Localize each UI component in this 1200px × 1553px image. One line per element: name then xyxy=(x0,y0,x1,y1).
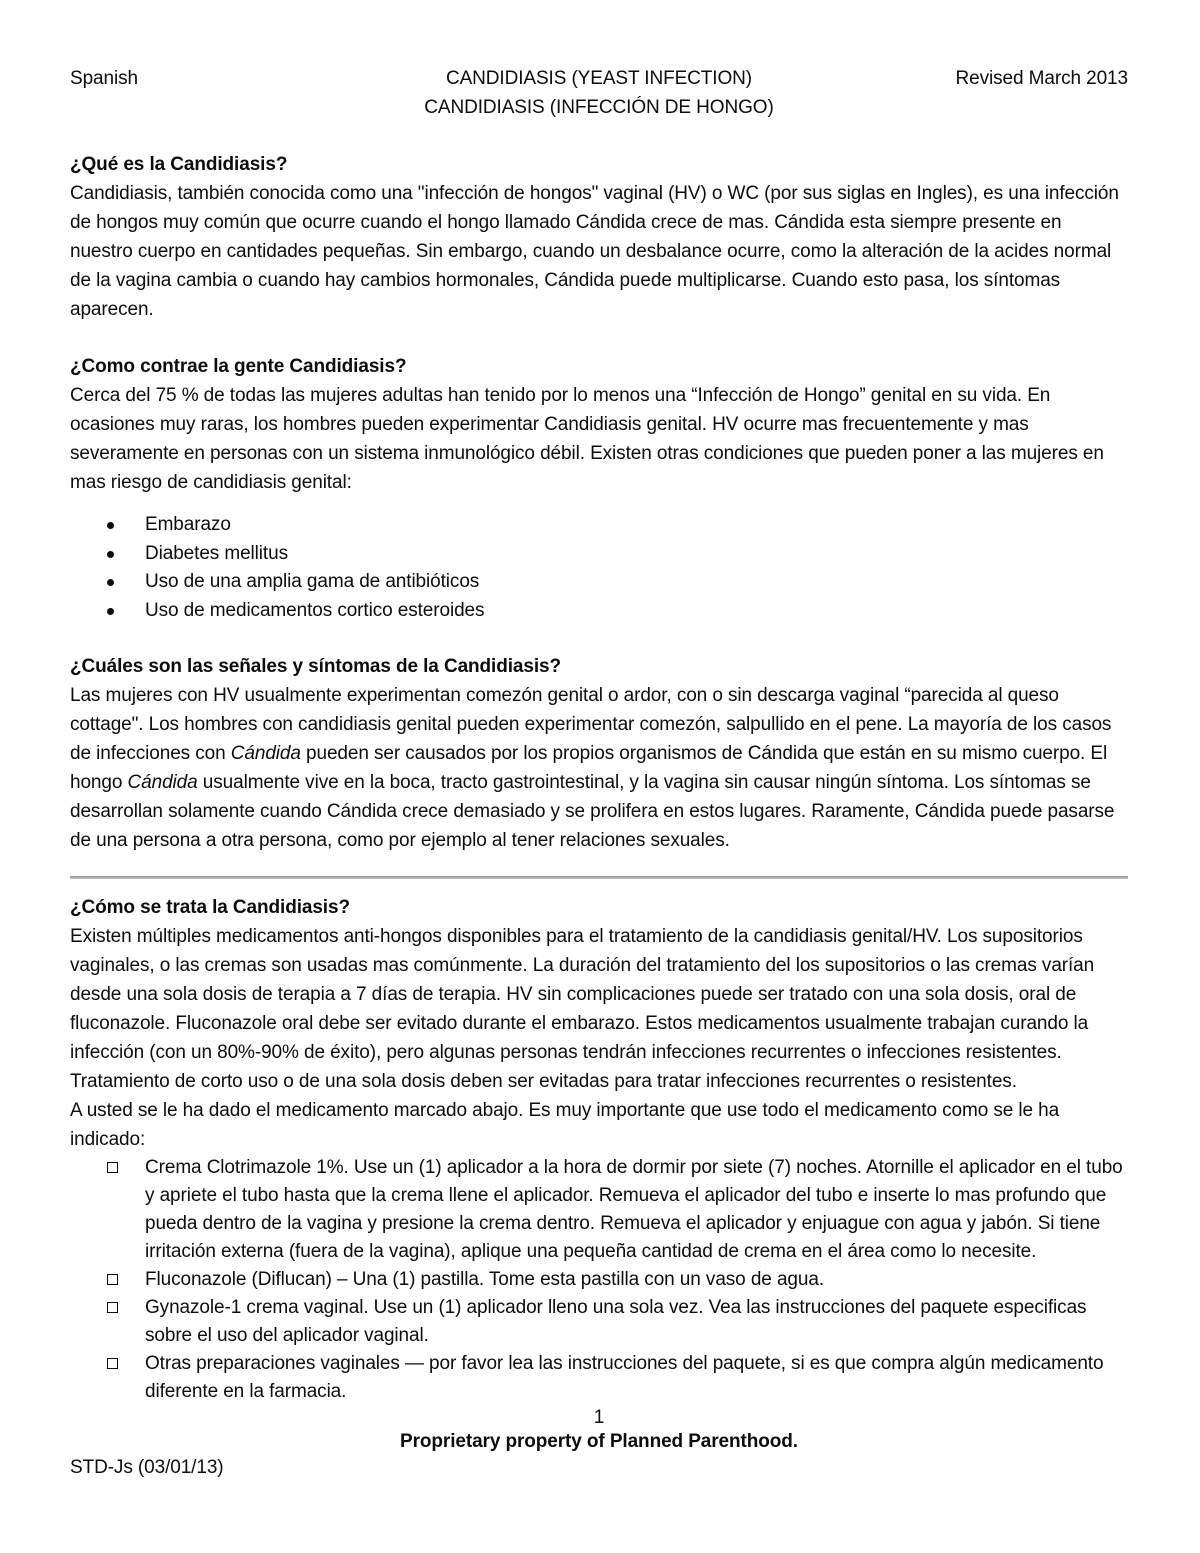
risk-factor-item xyxy=(70,568,1128,597)
document-header xyxy=(70,64,1128,93)
signs-symptoms-paragraph xyxy=(70,681,1128,855)
candida-italic-term: Cándida xyxy=(230,743,301,764)
medication-instruction-intro: A usted se le ha dado el medicamento marcado abajo. Es muy importante que use todo el medicamento como se le ha indicado: xyxy=(70,1100,1060,1150)
treatment-paragraph: Existen múltiples medicamentos anti-hongos disponibles para el tratamiento de la candidiasis genital/HV. Los supositorios vaginales, o las cremas son usadas mas comúnmente. La duración del tratamiento del los supositorios o las cremas varían desde una sola dosis de terapia a 7 días de terapia. HV sin complicaciones puede ser tratado con una sola dosis, oral de fluconazole. Fluconazole oral debe ser evitado durante el embarazo. Estos medicamentos usualmente trabajan curando la infección (con un 80%-90% de éxito), pero algunas personas tendrán infecciones recurrentes o infecciones resistentes. Tratamiento de corto uso o de una sola dosis deben ser evitadas para tratar infecciones recurrentes o resistentes. xyxy=(70,926,1095,1092)
what-is-paragraph: Candidiasis, también conocida como una "infección de hongos" vaginal (HV) o WC (por sus siglas en Ingles), es una infección de hongos muy común que ocurre cuando el hongo llamado Cándida crece de mas. Cándida esta siempre presente en nuestro cuerpo en cantidades pequeñas. Sin embargo, cuando un desbalance ocurre, como la alteración de la acides normal de la vagina cambia o cuando hay cambios hormonales, Cándida puede multiplicarse. Cuando esto pasa, los síntomas aparecen. xyxy=(70,183,1119,320)
section-heading-what-is: ¿Qué es la Candidiasis? xyxy=(70,154,288,175)
how-contracted-paragraph: Cerca del 75 % de todas las mujeres adultas han tenido por lo menos una “Infección de Hongo” genital en su vida. En ocasiones muy raras, los hombres pueden experimentar Candidiasis genital. HV ocurre mas frecuentemente y mas severamente en personas con un sistema inmunológico débil. Existen otras condiciones que pueden poner a las mujeres en mas riesgo de candidiasis genital: xyxy=(70,385,1104,493)
language-label: Spanish xyxy=(70,68,138,89)
checkbox-icon xyxy=(107,1274,118,1285)
risk-factor-list xyxy=(70,511,1128,625)
medication-item xyxy=(70,1154,1128,1266)
section-heading-signs-symptoms: ¿Cuáles son las señales y síntomas de la Candidiasis? xyxy=(70,656,562,677)
checkbox-icon xyxy=(107,1302,118,1313)
signs-text-segment: usualmente vive en la boca, tracto gastrointestinal, y la vagina sin causar ningún síntoma. Los síntomas se desarrollan solamente cuando Cándida crece demasiado y se prolifera en estos lugares. Raramente, Cándida puede pasarse de una persona a otra persona, como por ejemplo al tener relaciones sexuales. xyxy=(70,772,1115,851)
medication-item-label: Otras preparaciones vaginales — por favor lea las instrucciones del paquete, si es que compra algún medicamento diferente en la farmacia. xyxy=(145,1353,1104,1402)
checkbox-icon xyxy=(107,1358,118,1369)
medication-item-label: Crema Clotrimazole 1%. Use un (1) aplicador a la hora de dormir por siete (7) noches. Atornille el aplicador en el tubo y apriete el tubo hasta que la crema llene el aplicador. Remueva el aplicador del tubo e inserte lo mas profundo que pueda dentro de la vagina y presione la crema dentro. Remueva el aplicador y enjuague con agua y jabón. Si tiene irritación externa (fuera de la vagina), aplique una pequeña cantidad de crema en el área como lo necesite. xyxy=(145,1157,1123,1262)
risk-factor-item xyxy=(70,597,1128,626)
section-what-is xyxy=(70,150,1128,324)
risk-factor-item xyxy=(70,540,1128,569)
bullet-icon xyxy=(107,522,114,529)
medication-item-label: Fluconazole (Diflucan) – Una (1) pastilla. Tome esta pastilla con un vaso de agua. xyxy=(145,1269,824,1290)
risk-factor-item xyxy=(70,511,1128,540)
bullet-icon xyxy=(107,579,114,586)
signs-text-segment: Las mujeres con HV usualmente experimentan comezón genital o ardor, con o sin descarga vaginal “parecida al queso cottage". Los hombres con candidiasis genital pueden experimentar comezón, salpullido en el pene. La mayoría de los casos de infecciones con xyxy=(70,685,1112,764)
section-heading-how-contracted: ¿Como contrae la gente Candidiasis? xyxy=(70,356,407,377)
risk-factor-label: Uso de medicamentos cortico esteroides xyxy=(145,599,485,621)
checkbox-icon xyxy=(107,1162,118,1173)
risk-factor-label: Embarazo xyxy=(145,514,231,535)
doc-title-spanish: CANDIDIASIS (INFECCIÓN DE HONGO) xyxy=(424,97,774,118)
doc-title-english: CANDIDIASIS (YEAST INFECTION) xyxy=(445,68,753,89)
medication-list xyxy=(70,1154,1128,1406)
section-how-contracted xyxy=(70,352,1128,625)
section-signs-symptoms xyxy=(70,652,1128,855)
document-code: STD-Js (03/01/13) xyxy=(70,1457,224,1478)
page-number: 1 xyxy=(593,1407,605,1428)
section-divider xyxy=(70,876,1128,879)
risk-factor-label: Diabetes mellitus xyxy=(145,542,288,564)
medication-item xyxy=(70,1266,1128,1294)
medication-item xyxy=(70,1350,1128,1406)
signs-text-segment: pueden ser causados por los propios organismos de Cándida que están en su mismo cuerpo. El hongo xyxy=(70,743,1108,793)
bullet-icon xyxy=(107,608,114,615)
medication-item xyxy=(70,1294,1128,1350)
section-heading-treatment: ¿Cómo se trata la Candidiasis? xyxy=(70,897,350,918)
proprietary-notice: Proprietary property of Planned Parenthood. xyxy=(400,1431,798,1452)
revision-date: Revised March 2013 xyxy=(955,68,1128,89)
candida-italic-term: Cándida xyxy=(127,772,198,793)
document-footer xyxy=(70,1406,1128,1480)
risk-factor-label: Uso de una amplia gama de antibióticos xyxy=(145,571,480,592)
bullet-icon xyxy=(107,551,114,558)
section-treatment xyxy=(70,893,1128,1406)
medication-item-label: Gynazole-1 crema vaginal. Use un (1) aplicador lleno una sola vez. Vea las instrucciones del paquete especificas sobre el uso del aplicador vaginal. xyxy=(145,1297,1087,1346)
